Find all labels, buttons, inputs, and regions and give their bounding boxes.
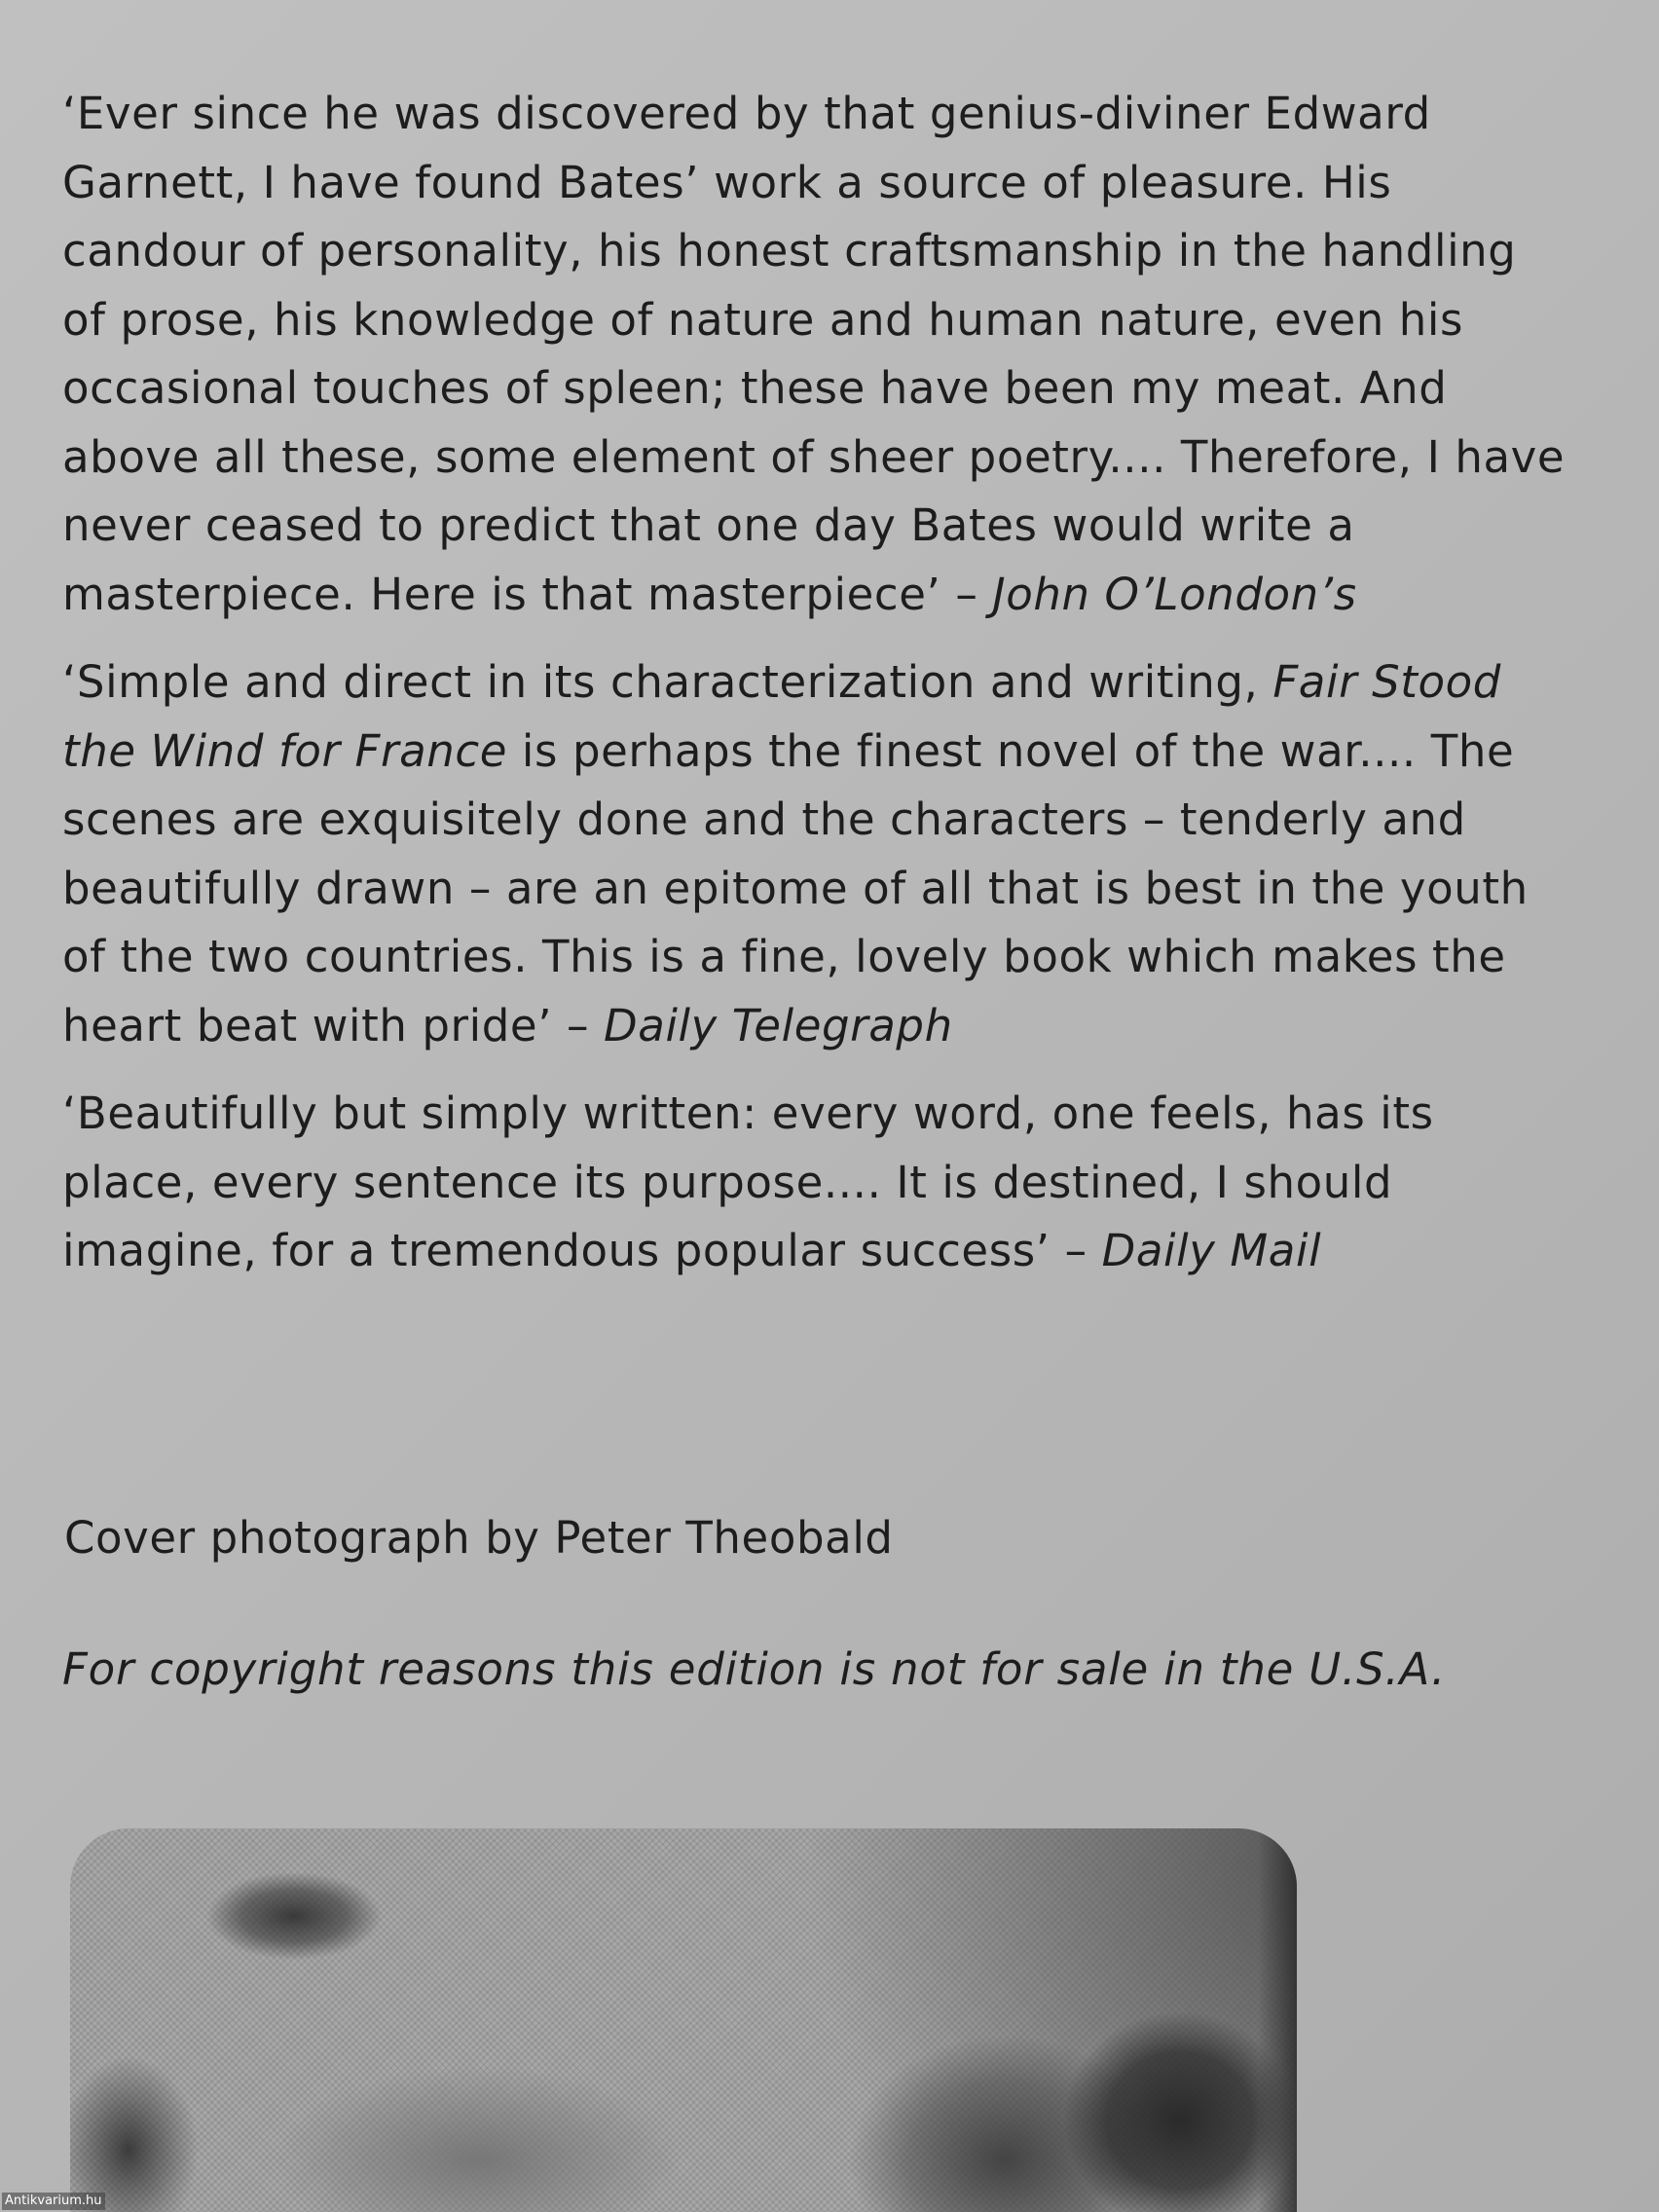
cover-photograph (70, 1828, 1297, 2212)
quote-source: John O’London’s (992, 568, 1357, 620)
book-title: Fair Stood the Wind for France (62, 656, 1501, 777)
quote-source: Daily Telegraph (604, 999, 953, 1051)
watermark-label: Antikvarium.hu (2, 2193, 105, 2210)
review-quote-daily-mail (62, 1080, 1571, 1286)
quote-text: ‘Ever since he was discovered by that genius-diviner Edward Garnett, I have found Bates’ work a source of pleasure. His candour of personality, his honest craftsmanship in the handling of prose, his knowledge of nature and human nature, even his occasional touches of spleen; these have been my meat. And above all these, some element of sheer poetry.... Therefore, I have never ceased to predict that one day Bates would write a masterpiece. Here is that masterpiece’ – (62, 88, 1566, 620)
quote-text: ‘Beautifully but simply written: every word, one feels, has its place, every sentence its purpose.... It is destined, I should imagine, for a tremendous popular success’ – (62, 1088, 1434, 1276)
review-quote-daily-telegraph (62, 648, 1571, 1060)
review-quote-john-olondons (62, 80, 1571, 629)
copyright-notice: For copyright reasons this edition is not for sale in the U.S.A. (62, 1643, 1447, 1695)
quote-text: is perhaps the finest novel of the war.... The scenes are exquisitely done and the characters – tenderly and beautifully drawn – are an epitome of all that is best in the youth of the two countries. This is a fine, lovely book which makes the heart beat with pride’ – (62, 724, 1529, 1051)
quote-text: ‘Simple and direct in its characterization and writing, (62, 656, 1273, 708)
review-quotes (62, 80, 1571, 1306)
quote-source: Daily Mail (1101, 1225, 1322, 1276)
photo-credit: Cover photograph by Peter Theobald (64, 1512, 894, 1564)
photo-shadow (1258, 1828, 1297, 2212)
